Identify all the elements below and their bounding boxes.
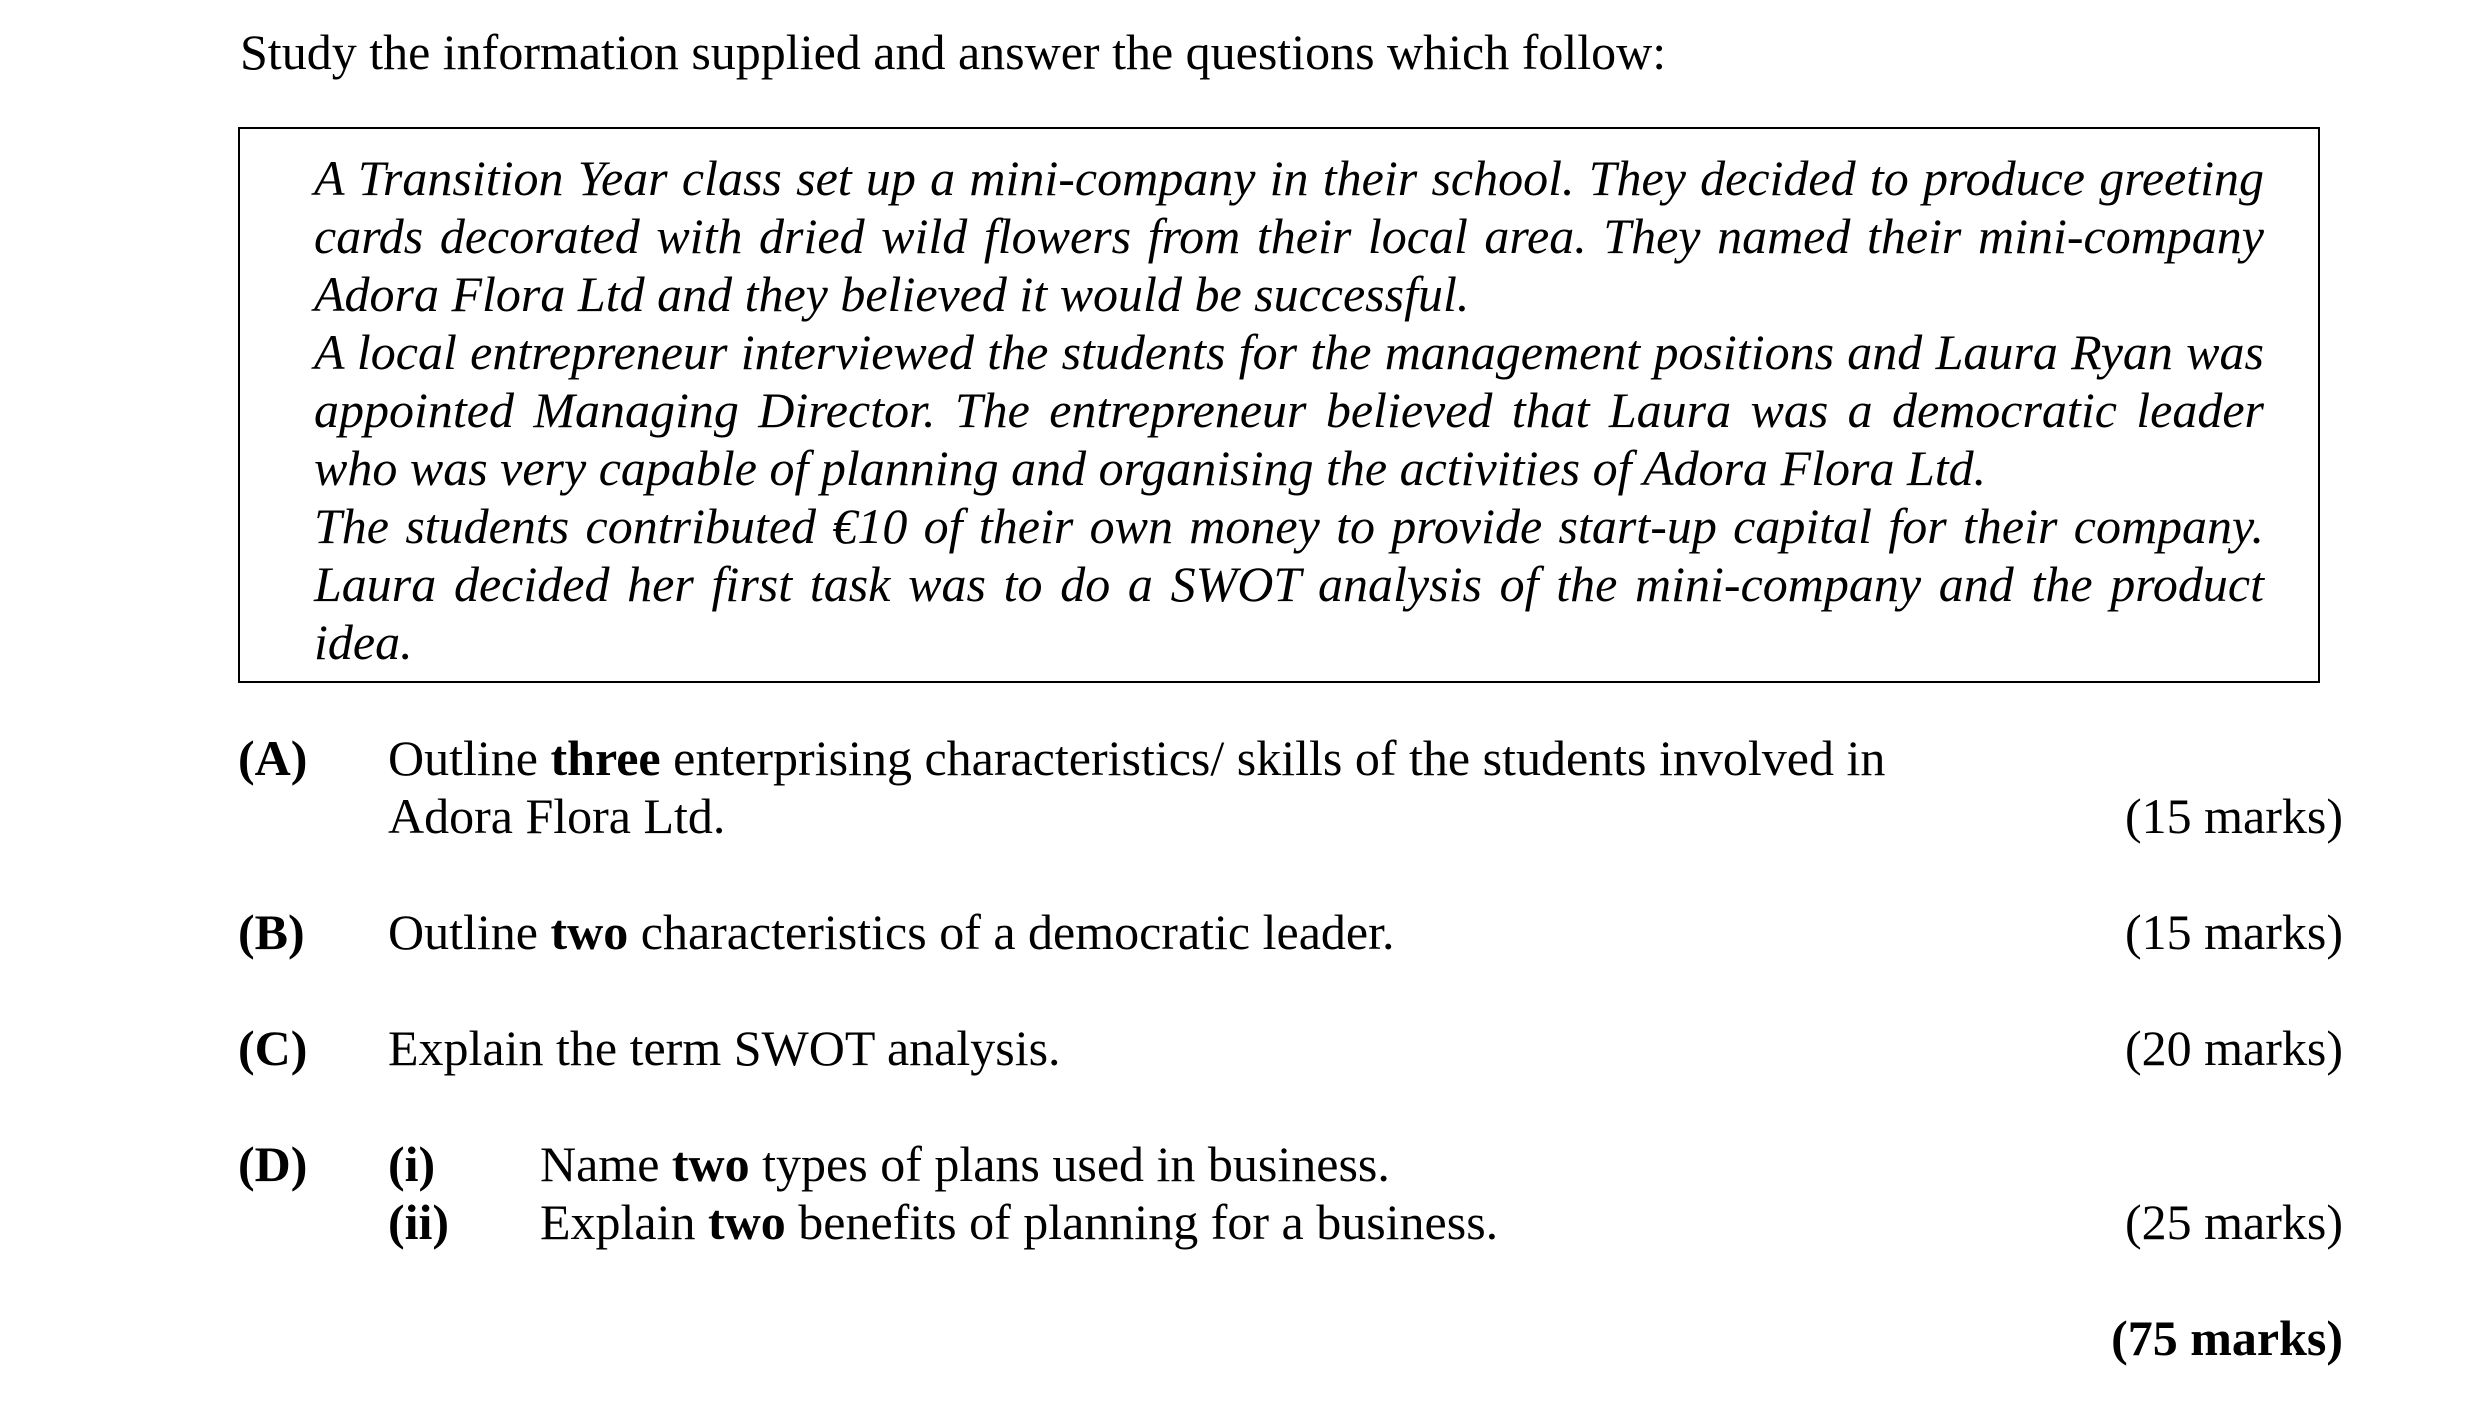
question-b-bold: two — [550, 904, 629, 960]
passage-paragraph-2: A local entrepreneur interviewed the students for the management positions and Laura Ryan was appointed Managing Director. The entrepreneur believed that Laura was a democratic leader who was very capable of planning and organising the activities of Adora Flora Ltd. — [314, 324, 2264, 496]
question-d-i-post: types of plans used in business. — [749, 1136, 1390, 1192]
question-b-pre: Outline — [388, 904, 551, 960]
passage-text — [314, 149, 2264, 671]
question-a-bold: three — [550, 730, 661, 786]
question-d-part-ii-label: (ii) — [388, 1194, 450, 1250]
passage-box — [238, 127, 2320, 683]
question-a-pre: Outline — [388, 730, 551, 786]
question-a-marks: (15 marks) — [2125, 788, 2343, 844]
passage-paragraph-1: A Transition Year class set up a mini-company in their school. They decided to produce greeting cards decorated with dried wild flowers from their local area. They named their mini-company Adora Flora Ltd and they believed it would be successful. — [314, 150, 2264, 322]
question-b-post: characteristics of a democratic leader. — [628, 904, 1395, 960]
question-a-line1 — [388, 729, 1885, 787]
question-a-line2: Adora Flora Ltd. — [388, 788, 726, 844]
question-b-marks: (15 marks) — [2125, 904, 2343, 960]
question-a-post: enterprising characteristics/ skills of the students involved in — [660, 730, 1886, 786]
instructions: Study the information supplied and answer the questions which follow: — [240, 24, 1667, 80]
question-d-marks: (25 marks) — [2125, 1194, 2343, 1250]
question-b-text — [388, 903, 1395, 961]
question-d-label: (D) — [238, 1136, 308, 1192]
question-d-ii-bold: two — [708, 1194, 786, 1250]
total-marks: (75 marks) — [2111, 1310, 2343, 1366]
question-c-label: (C) — [238, 1020, 308, 1076]
question-c-text: Explain the term SWOT analysis. — [388, 1020, 1061, 1076]
question-c-marks: (20 marks) — [2125, 1020, 2343, 1076]
question-d-i-bold: two — [671, 1136, 750, 1192]
question-d-ii-post: benefits of planning for a business. — [785, 1194, 1499, 1250]
question-d-part-ii-text — [540, 1193, 1498, 1251]
question-d-ii-pre: Explain — [540, 1194, 709, 1250]
question-d-part-i-label: (i) — [388, 1136, 436, 1192]
question-d-i-pre: Name — [540, 1136, 672, 1192]
question-d-part-i-text — [540, 1135, 1390, 1193]
passage-paragraph-3: The students contributed €10 of their own money to provide start-up capital for their company. Laura decided her first task was to do a SWOT analysis of the mini-company and the product idea. — [314, 498, 2264, 670]
question-a-label: (A) — [238, 730, 308, 786]
question-b-label: (B) — [238, 904, 305, 960]
